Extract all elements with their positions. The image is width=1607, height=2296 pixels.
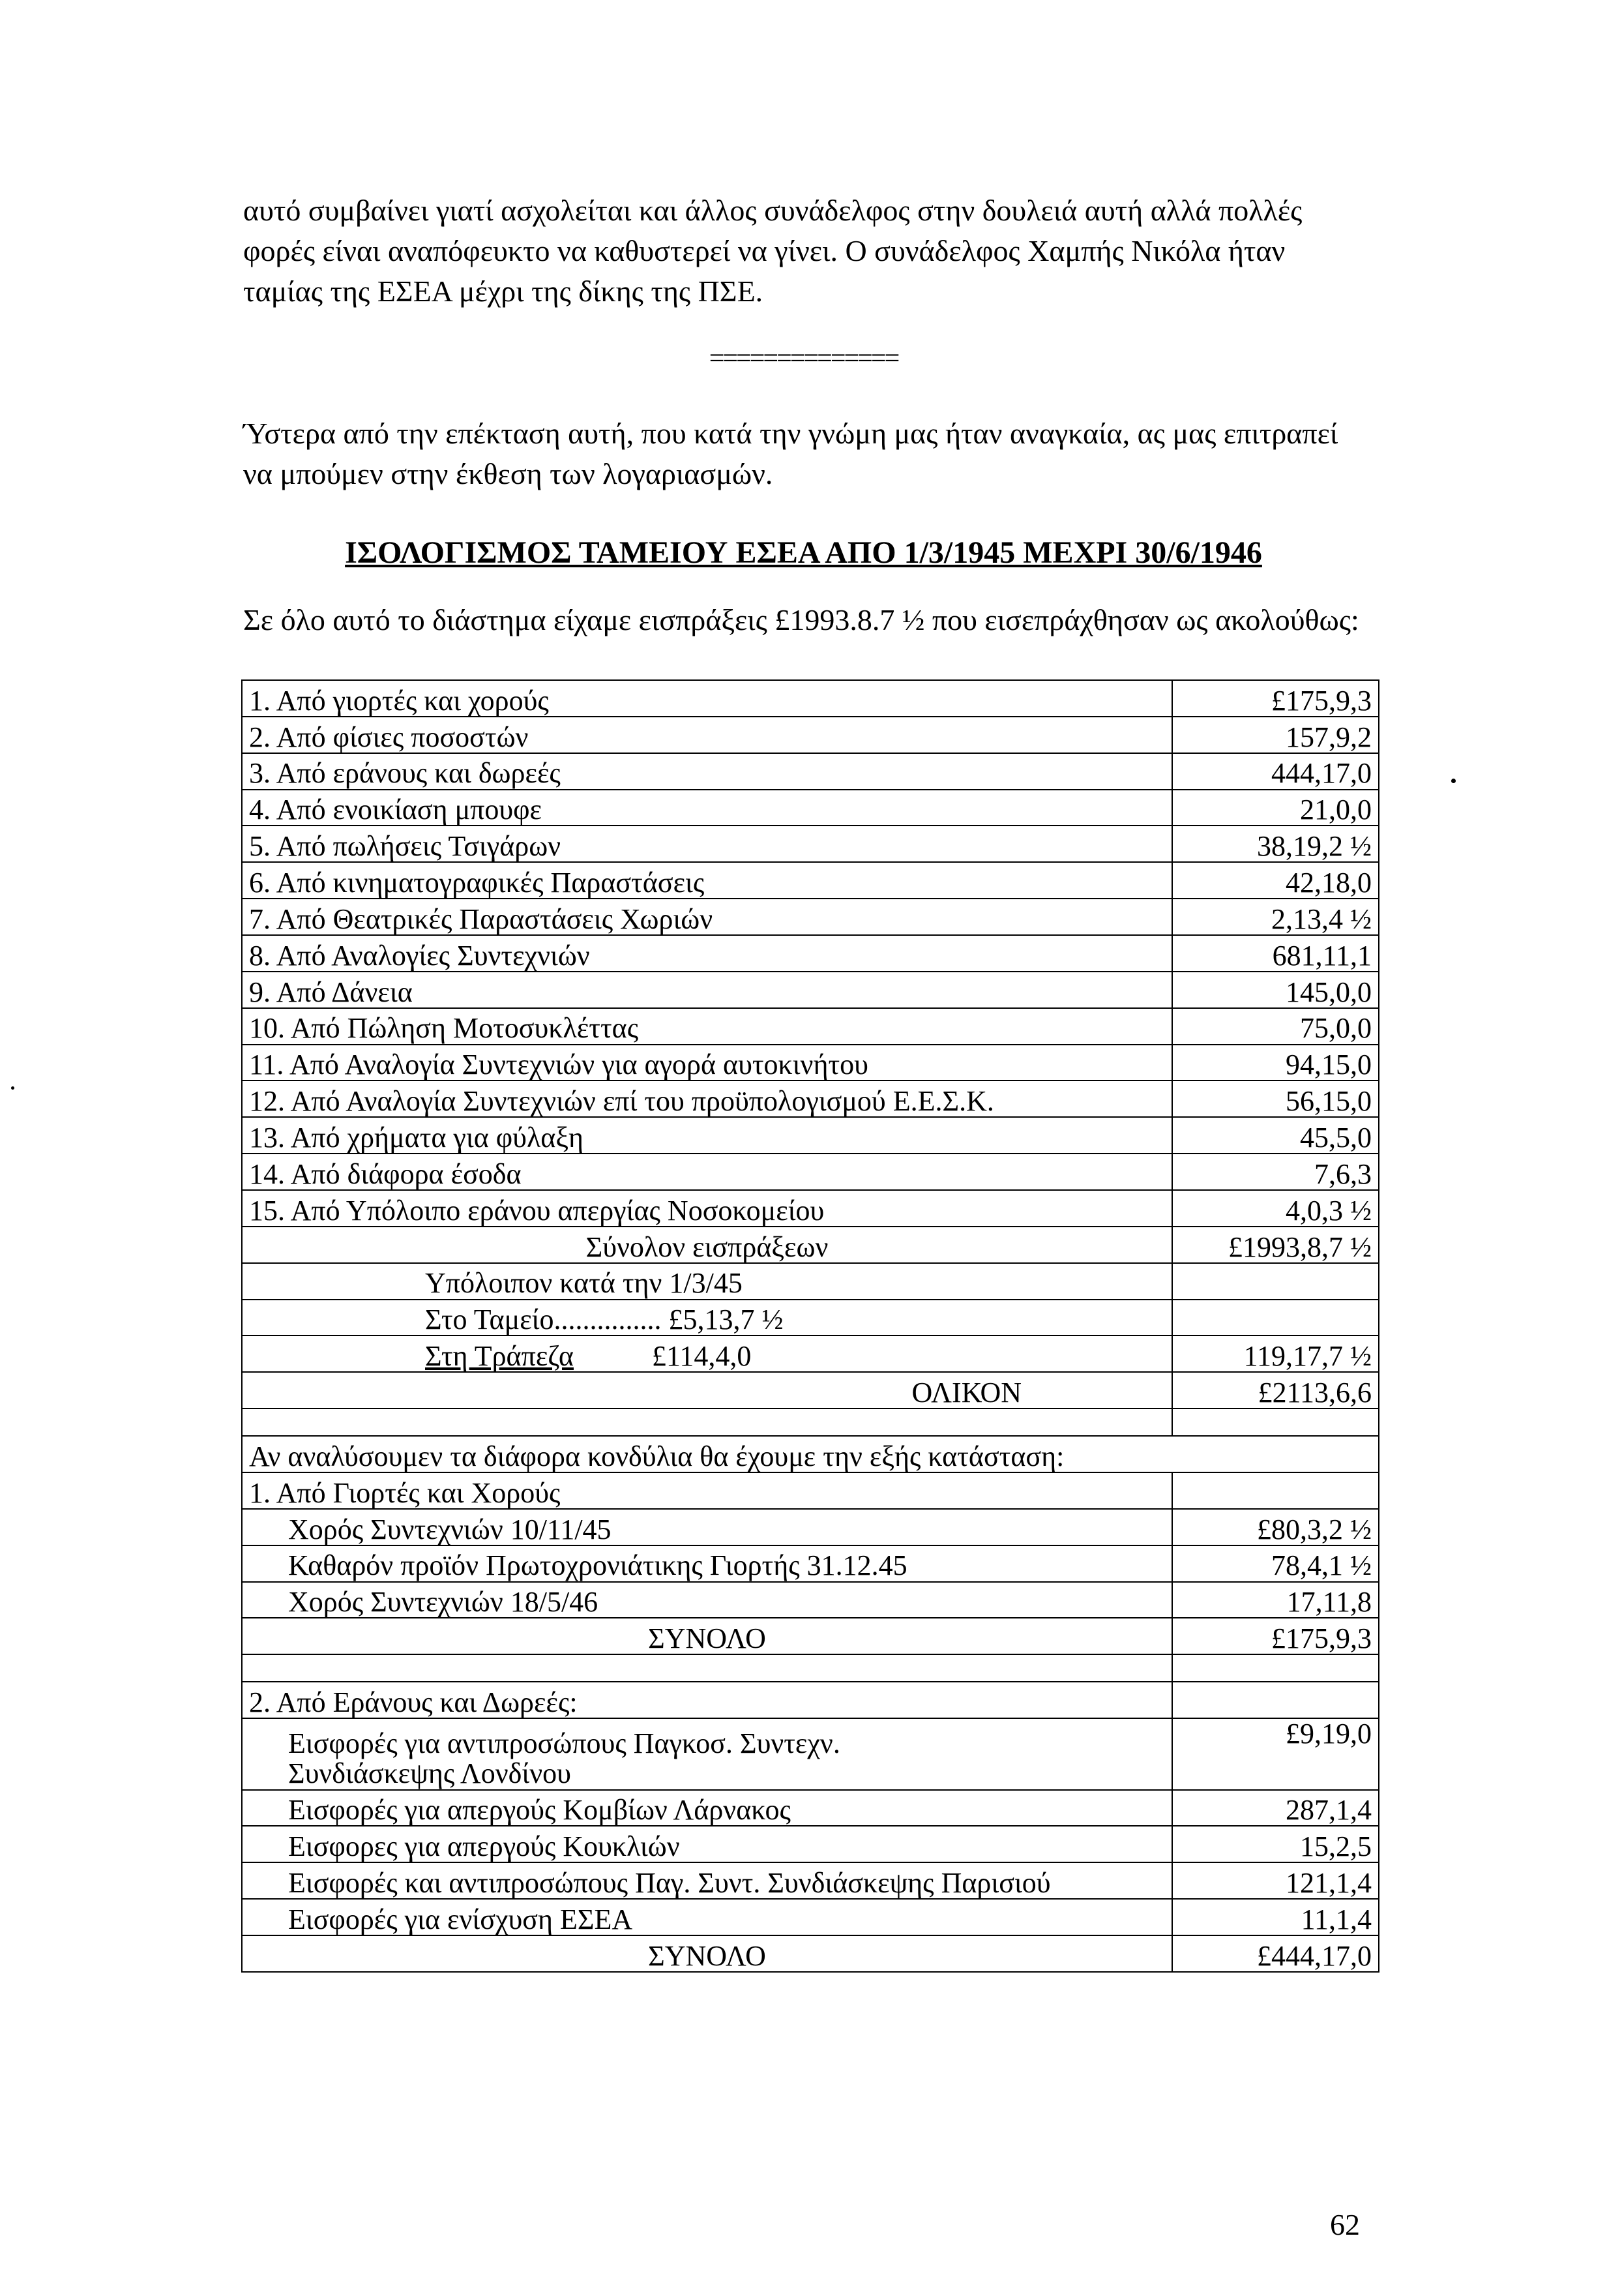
total-receipts-label: Σύνολον εισπράξεων bbox=[242, 1227, 1172, 1263]
income-amount: 75,0,0 bbox=[1172, 1008, 1379, 1045]
section1-item-label: Χορός Συντεχνιών 18/5/46 bbox=[242, 1582, 1172, 1618]
bank-label: Στη Τράπεζα bbox=[425, 1340, 574, 1373]
empty-cell bbox=[1172, 1263, 1379, 1300]
table-row bbox=[242, 680, 1379, 717]
section2-title-row bbox=[242, 1682, 1379, 1718]
table-row bbox=[242, 1081, 1379, 1117]
income-amount: 2,13,4 ½ bbox=[1172, 899, 1379, 935]
section2-total-label: ΣΥΝΟΛΟ bbox=[242, 1935, 1172, 1972]
section1-title-row bbox=[242, 1472, 1379, 1509]
section1-item-label: Καθαρόν προϊόν Πρωτοχρονιάτικης Γιορτής 31.12.45 bbox=[242, 1545, 1172, 1582]
table-row bbox=[242, 1582, 1379, 1618]
empty-cell bbox=[242, 1409, 1172, 1436]
empty-cell bbox=[1172, 1409, 1379, 1436]
balance-total: 119,17,7 ½ bbox=[1172, 1335, 1379, 1372]
table-row bbox=[242, 717, 1379, 753]
income-label: 7. Από Θεατρικές Παραστάσεις Χωριών bbox=[242, 899, 1172, 935]
section2-item1 bbox=[242, 1718, 1172, 1789]
income-label: 8. Από Αναλογίες Συντεχνιών bbox=[242, 935, 1172, 972]
income-label: 12. Από Αναλογία Συντεχνιών επί του προϋπολογισμού Ε.Ε.Σ.Κ. bbox=[242, 1081, 1172, 1117]
income-label: 3. Από εράνους και δωρεές bbox=[242, 753, 1172, 790]
table-row bbox=[242, 1718, 1379, 1789]
grand-total-amount: £2113,6,6 bbox=[1172, 1372, 1379, 1409]
table-row bbox=[242, 1190, 1379, 1227]
section2-item1-line1: Εισφορές για αντιπροσώπους Παγκοσ. Συντεχν. bbox=[288, 1727, 840, 1760]
section1-item-amount: 78,4,1 ½ bbox=[1172, 1545, 1379, 1582]
income-label: 4. Από ενοικίαση μπουφε bbox=[242, 790, 1172, 826]
income-label: 14. Από διάφορα έσοδα bbox=[242, 1154, 1172, 1190]
table-row bbox=[242, 1154, 1379, 1190]
cash-row bbox=[242, 1300, 1379, 1336]
blank-row bbox=[242, 1409, 1379, 1436]
section2-item-label: Εισφορές για απεργούς Κομβίων Λάρνακος bbox=[242, 1790, 1172, 1826]
income-label: 13. Από χρήματα για φύλαξη bbox=[242, 1117, 1172, 1154]
income-amount: 38,19,2 ½ bbox=[1172, 826, 1379, 862]
cash-label: Στο Ταμείο bbox=[425, 1304, 554, 1336]
income-amount: £175,9,3 bbox=[1172, 680, 1379, 717]
section2-item-amount: 11,1,4 bbox=[1172, 1899, 1379, 1935]
section2-item1-amount: £9,19,0 bbox=[1172, 1718, 1379, 1789]
cash-amount: £5,13,7 ½ bbox=[668, 1304, 784, 1336]
table-row bbox=[242, 1826, 1379, 1862]
balance-row bbox=[242, 1263, 1379, 1300]
income-amount: 444,17,0 bbox=[1172, 753, 1379, 790]
income-amount: 681,11,1 bbox=[1172, 935, 1379, 972]
paragraph-continuation: αυτό συμβαίνει γιατί ασχολείται και άλλος συνάδελφος στην δουλειά αυτή αλλά πολλές φορές είναι αναπόφευκτο να καθυστερεί να γίνει. Ο συνάδελφος Χαμπής Νικόλα ήταν ταμίας της ΕΣΕΑ μέχρι της δίκης της ΠΣΕ. bbox=[243, 194, 1303, 308]
section2-total-row bbox=[242, 1935, 1379, 1972]
table-row bbox=[242, 862, 1379, 899]
income-amount: 7,6,3 bbox=[1172, 1154, 1379, 1190]
income-amount: 42,18,0 bbox=[1172, 862, 1379, 899]
grand-total-label: ΟΛΙΚΟΝ bbox=[242, 1372, 1172, 1409]
section2-item-amount: 121,1,4 bbox=[1172, 1862, 1379, 1899]
table-row bbox=[242, 1045, 1379, 1081]
grand-total-row bbox=[242, 1372, 1379, 1409]
section2-item-label: Εισφορες για απεργούς Κουκλιών bbox=[242, 1826, 1172, 1862]
section1-total-row bbox=[242, 1618, 1379, 1654]
total-receipts-amount: £1993,8,7 ½ bbox=[1172, 1227, 1379, 1263]
income-label: 9. Από Δάνεια bbox=[242, 972, 1172, 1008]
scan-speck bbox=[11, 1086, 14, 1090]
section2-item1-line2: Συνδιάσκεψης Λονδίνου bbox=[288, 1757, 571, 1790]
balance-sheet-heading: ΙΣΟΛΟΓΙΣΜΟΣ ΤΑΜΕΙΟΥ ΕΣΕΑ ΑΠΟ 1/3/1945 ΜΕΧΡΙ 30/6/1946 bbox=[345, 535, 1262, 570]
table-row bbox=[242, 1790, 1379, 1826]
empty-cell bbox=[1172, 1682, 1379, 1718]
cash-dots: ............... bbox=[553, 1304, 662, 1336]
section1-item-amount: £80,3,2 ½ bbox=[1172, 1509, 1379, 1545]
table-row bbox=[242, 790, 1379, 826]
section1-title: 1. Από Γιορτές και Χορούς bbox=[242, 1472, 1172, 1509]
section1-item-label: Χορός Συντεχνιών 10/11/45 bbox=[242, 1509, 1172, 1545]
paragraph-intro-accounts: Ύστερα από την επέκταση αυτή, που κατά την γνώμη μας ήταν αναγκαία, ας μας επιτραπεί να μπούμεν στην έκθεση των λογαριασμών. bbox=[243, 417, 1338, 490]
table-row bbox=[242, 753, 1379, 790]
table-row bbox=[242, 826, 1379, 862]
cash-balance bbox=[242, 1300, 1172, 1336]
empty-cell bbox=[1172, 1472, 1379, 1509]
income-amount: 56,15,0 bbox=[1172, 1081, 1379, 1117]
table-row bbox=[242, 935, 1379, 972]
receipts-intro: Σε όλο αυτό το διάστημα είχαμε εισπράξεις £1993.8.7 ½ που εισεπράχθησαν ως ακολούθως: bbox=[243, 603, 1359, 636]
section2-total-amount: £444,17,0 bbox=[1172, 1935, 1379, 1972]
section2-item-amount: 15,2,5 bbox=[1172, 1826, 1379, 1862]
section-divider: ============== bbox=[709, 344, 898, 374]
bank-row bbox=[242, 1335, 1379, 1372]
scan-speck bbox=[1451, 779, 1456, 783]
section1-total-label: ΣΥΝΟΛΟ bbox=[242, 1618, 1172, 1654]
empty-cell bbox=[242, 1654, 1172, 1682]
income-label: 15. Από Υπόλοιπο εράνου απεργίας Νοσοκομείου bbox=[242, 1190, 1172, 1227]
section2-title: 2. Από Εράνους και Δωρεές: bbox=[242, 1682, 1172, 1718]
income-amount: 145,0,0 bbox=[1172, 972, 1379, 1008]
table-row bbox=[242, 1509, 1379, 1545]
section1-item-amount: 17,11,8 bbox=[1172, 1582, 1379, 1618]
income-label: 1. Από γιορτές και χορούς bbox=[242, 680, 1172, 717]
analysis-intro-row bbox=[242, 1436, 1379, 1472]
section1-total-amount: £175,9,3 bbox=[1172, 1618, 1379, 1654]
income-label: 11. Από Αναλογία Συντεχνιών για αγορά αυτοκινήτου bbox=[242, 1045, 1172, 1081]
table-row bbox=[242, 972, 1379, 1008]
income-amount: 21,0,0 bbox=[1172, 790, 1379, 826]
income-label: 10. Από Πώληση Μοτοσυκλέττας bbox=[242, 1008, 1172, 1045]
bank-amount: £114,4,0 bbox=[651, 1340, 752, 1373]
income-amount: 157,9,2 bbox=[1172, 717, 1379, 753]
bank-balance bbox=[242, 1335, 1172, 1372]
blank-row bbox=[242, 1654, 1379, 1682]
page-number: 62 bbox=[1330, 2208, 1360, 2241]
section2-item-amount: 287,1,4 bbox=[1172, 1790, 1379, 1826]
empty-cell bbox=[1172, 1300, 1379, 1336]
income-amount: 4,0,3 ½ bbox=[1172, 1190, 1379, 1227]
income-amount: 45,5,0 bbox=[1172, 1117, 1379, 1154]
total-receipts-row bbox=[242, 1227, 1379, 1263]
table-row bbox=[242, 1899, 1379, 1935]
ledger-table bbox=[241, 679, 1379, 1973]
income-label: 5. Από πωλήσεις Τσιγάρων bbox=[242, 826, 1172, 862]
income-label: 2. Από φίσιες ποσοστών bbox=[242, 717, 1172, 753]
income-label: 6. Από κινηματογραφικές Παραστάσεις bbox=[242, 862, 1172, 899]
balance-label: Υπόλοιπον κατά την 1/3/45 bbox=[242, 1263, 1172, 1300]
section2-item-label: Εισφορές για ενίσχυση ΕΣΕΑ bbox=[242, 1899, 1172, 1935]
section2-item-label: Εισφορές και αντιπροσώπους Παγ. Συντ. Συνδιάσκεψης Παρισιού bbox=[242, 1862, 1172, 1899]
table-row bbox=[242, 1117, 1379, 1154]
table-row bbox=[242, 1862, 1379, 1899]
income-amount: 94,15,0 bbox=[1172, 1045, 1379, 1081]
empty-cell bbox=[1172, 1654, 1379, 1682]
table-row bbox=[242, 1008, 1379, 1045]
table-row bbox=[242, 1545, 1379, 1582]
table-row bbox=[242, 899, 1379, 935]
analysis-intro: Αν αναλύσουμεν τα διάφορα κονδύλια θα έχουμε την εξής κατάσταση: bbox=[242, 1436, 1379, 1472]
